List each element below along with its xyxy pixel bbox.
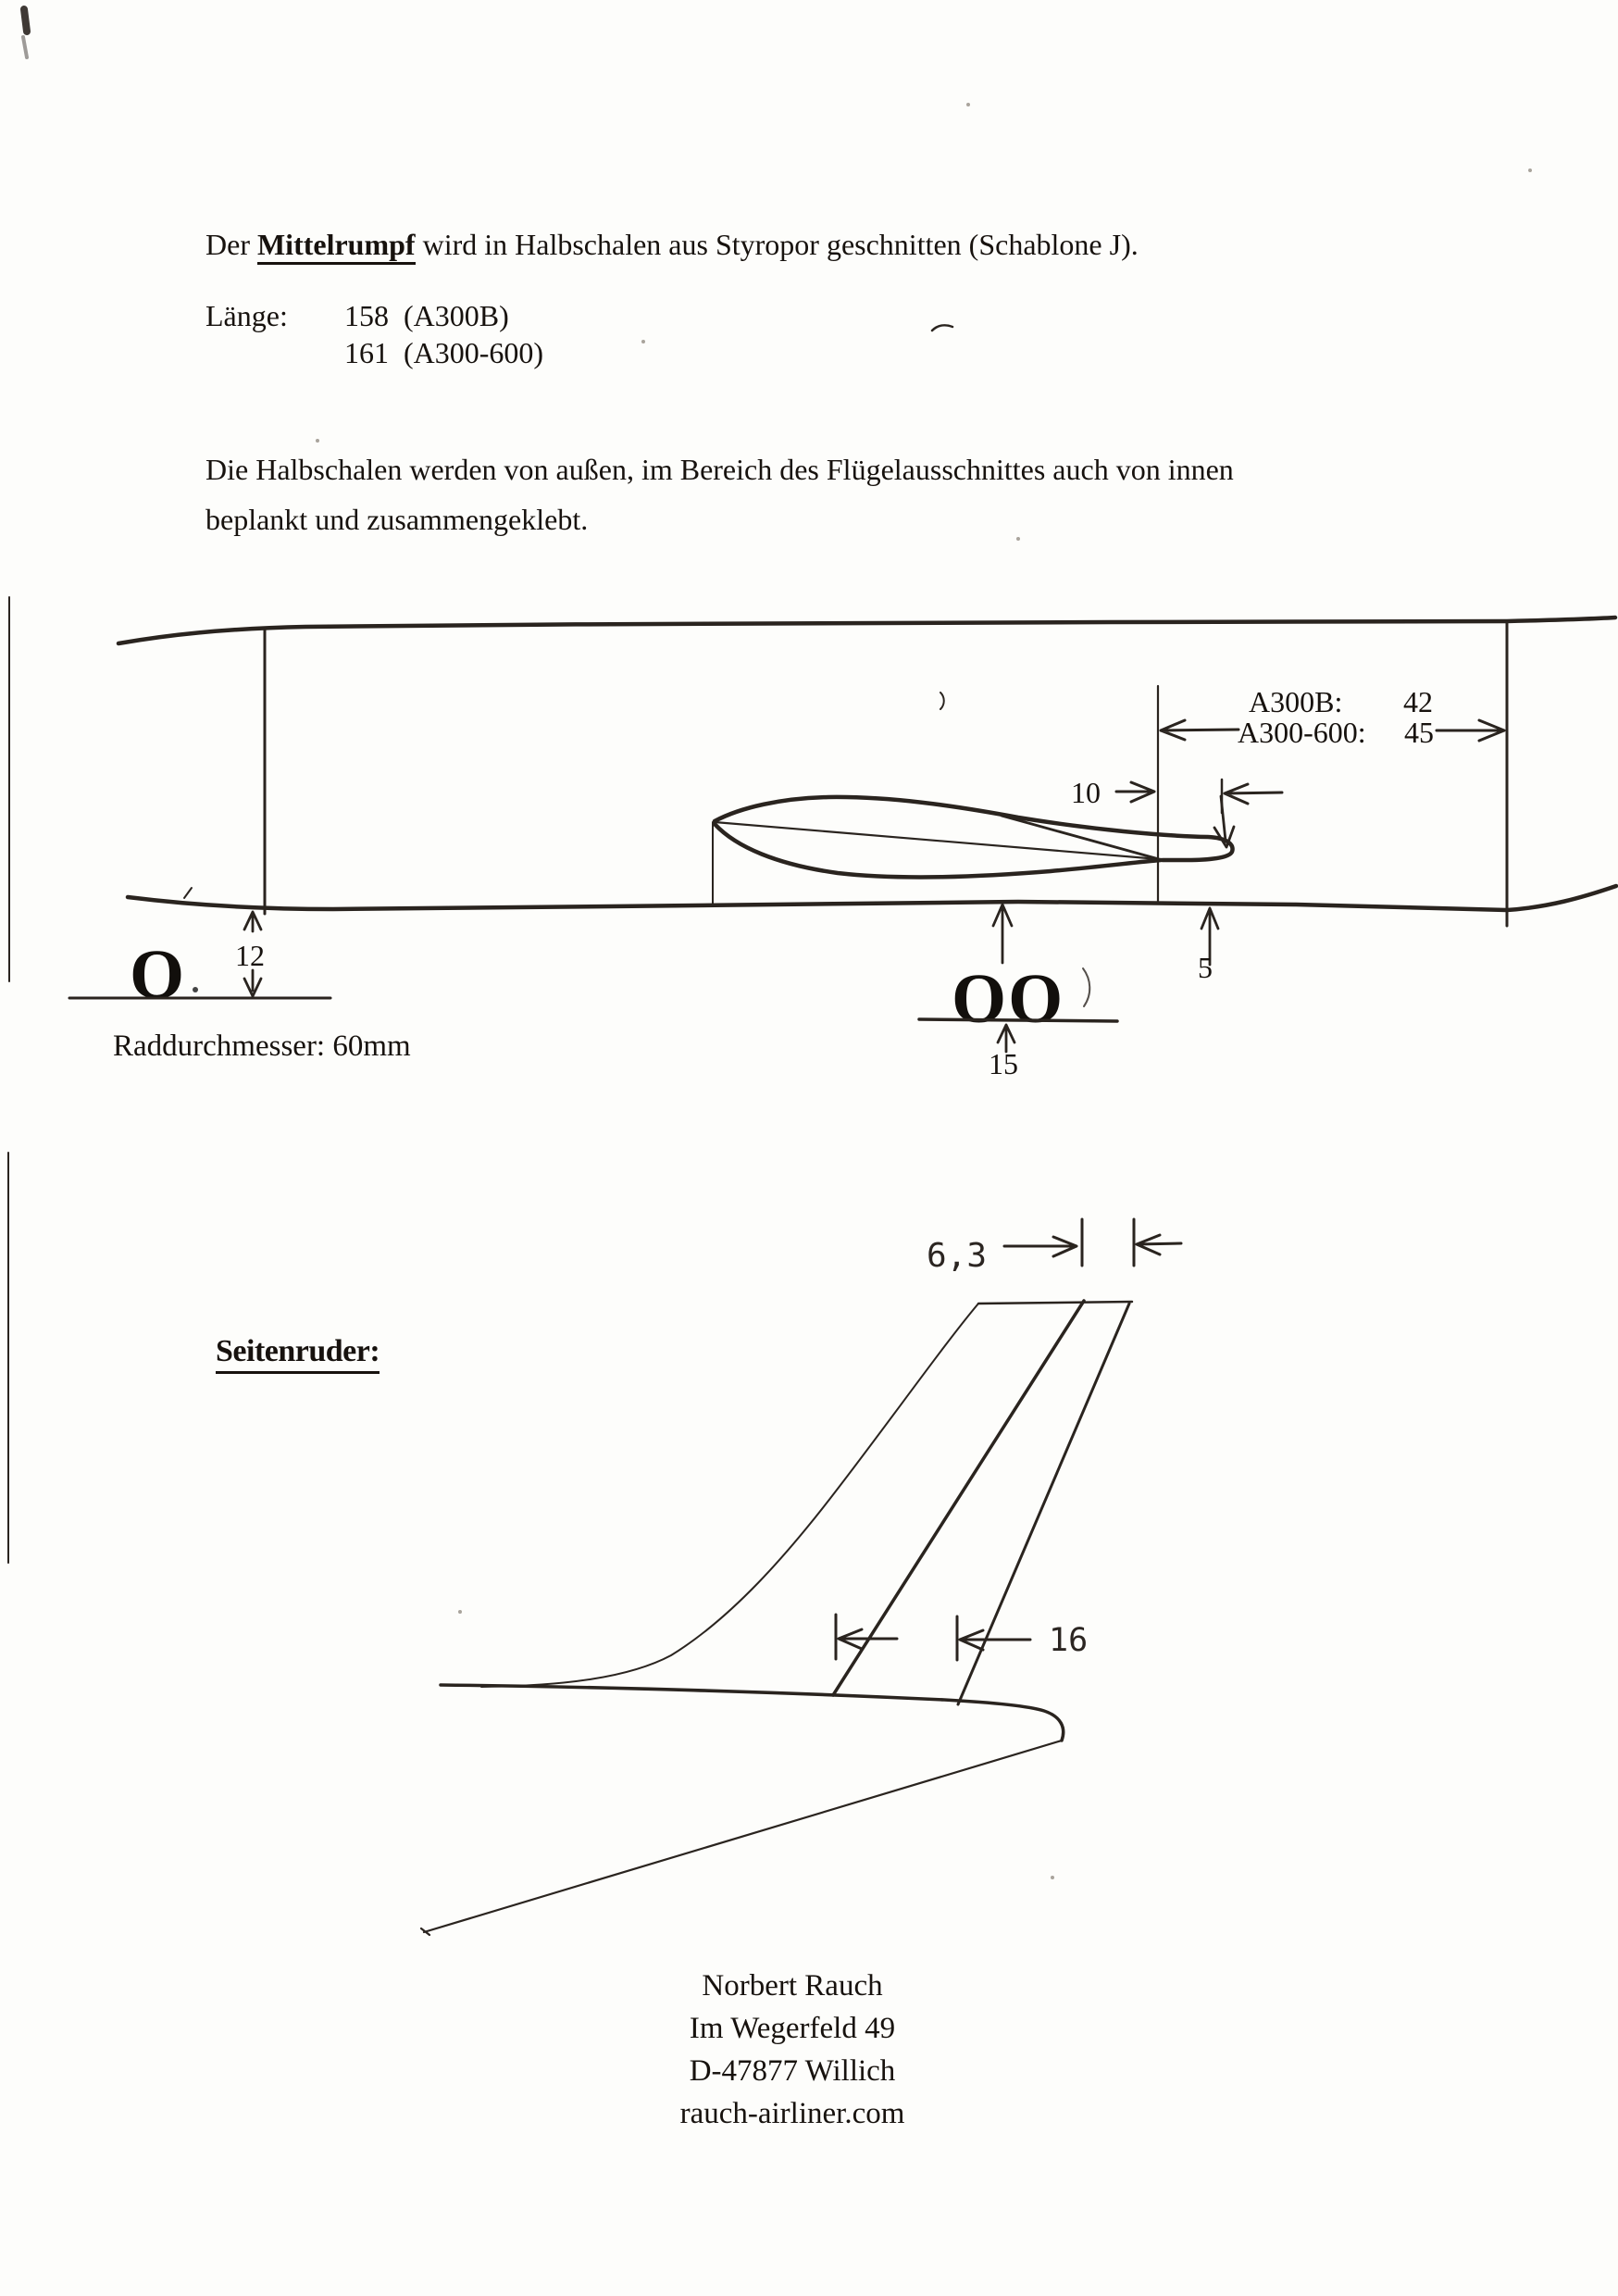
dim-16-arrow-left bbox=[839, 1629, 897, 1649]
dim-a300b-label: A300B: bbox=[1249, 685, 1343, 718]
main-wheels-glyph: OO bbox=[952, 960, 1065, 1038]
scan-mark-red bbox=[24, 9, 27, 31]
stray-dot bbox=[193, 987, 198, 992]
dim-a300-right-arrow bbox=[1437, 720, 1504, 741]
footer-street: Im Wegerfeld 49 bbox=[689, 2012, 896, 2045]
dim-15-label: 15 bbox=[989, 1047, 1018, 1080]
dim-a300-600-label: A300-600: bbox=[1238, 716, 1366, 749]
dim-16-label: 16 bbox=[1049, 1622, 1089, 1659]
intro-keyword: Mittelrumpf bbox=[257, 228, 416, 265]
intro-prefix: Der bbox=[205, 228, 257, 261]
footer-city: D-47877 Willich bbox=[689, 2054, 896, 2088]
dim-a300b-value: 42 bbox=[1403, 685, 1433, 718]
dim-10-arrow-left bbox=[1116, 782, 1154, 802]
dim-16-arrow-right bbox=[960, 1630, 1030, 1650]
main-gear-ground-line bbox=[919, 1019, 1117, 1021]
dim-6-3-label: 6,3 bbox=[927, 1237, 988, 1275]
paragraph2-line2: beplankt und zusammengeklebt. bbox=[205, 503, 589, 536]
length-value-a300b: 158 (A300B) bbox=[344, 299, 509, 332]
dim-6-3-arrow-left bbox=[1004, 1237, 1077, 1256]
fin-leading-edge bbox=[481, 1304, 978, 1687]
fin-tip-edge bbox=[978, 1302, 1132, 1304]
dim-12-down-arrow bbox=[244, 970, 261, 996]
intro-paragraph bbox=[205, 228, 1139, 262]
stray-tick-mark bbox=[940, 693, 944, 709]
dim-6-3-arrow-right bbox=[1137, 1235, 1181, 1254]
dim-a300-left-arrow bbox=[1161, 720, 1238, 740]
length-value-a300-600: 161 (A300-600) bbox=[344, 336, 544, 369]
stray-arc-mark bbox=[1083, 968, 1089, 1006]
footer-website: rauch-airliner.com bbox=[679, 2097, 905, 2130]
paragraph2-line1: Die Halbschalen werden von außen, im Bereich des Flügelausschnittes auch von innen bbox=[205, 453, 1234, 486]
main-gear-arrow bbox=[993, 905, 1012, 963]
wheel-diameter-note: Raddurchmesser: 60mm bbox=[113, 1029, 411, 1063]
dim-10-arrow-right bbox=[1225, 784, 1282, 804]
fuselage-bottom-line bbox=[128, 886, 1616, 910]
dim-12-label: 12 bbox=[235, 939, 265, 972]
dim-a300-600-value: 45 bbox=[1404, 716, 1434, 749]
length-label: Länge: bbox=[205, 299, 288, 332]
dim-12-up-arrow bbox=[244, 912, 261, 931]
wing-lower-outline bbox=[715, 824, 1161, 877]
dim-10-label: 10 bbox=[1071, 776, 1101, 809]
dim-5-label: 5 bbox=[1198, 951, 1213, 984]
stray-pencil-dash bbox=[932, 325, 952, 331]
tailcone-bottom-line bbox=[421, 1741, 1062, 1935]
scan-mark-red-tail bbox=[23, 37, 27, 57]
stray-slash-mark bbox=[184, 888, 192, 898]
fuselage-top-line bbox=[118, 618, 1615, 643]
footer-name: Norbert Rauch bbox=[702, 1969, 883, 2003]
rudder-heading: Seitenruder: bbox=[216, 1334, 380, 1374]
nose-wheel-glyph: O bbox=[130, 936, 185, 1014]
footer-address bbox=[422, 1965, 1163, 2135]
tailcone-top-line bbox=[441, 1685, 1064, 1741]
intro-suffix: wird in Halbschalen aus Styropor geschnitten (Schablone J). bbox=[415, 228, 1139, 261]
